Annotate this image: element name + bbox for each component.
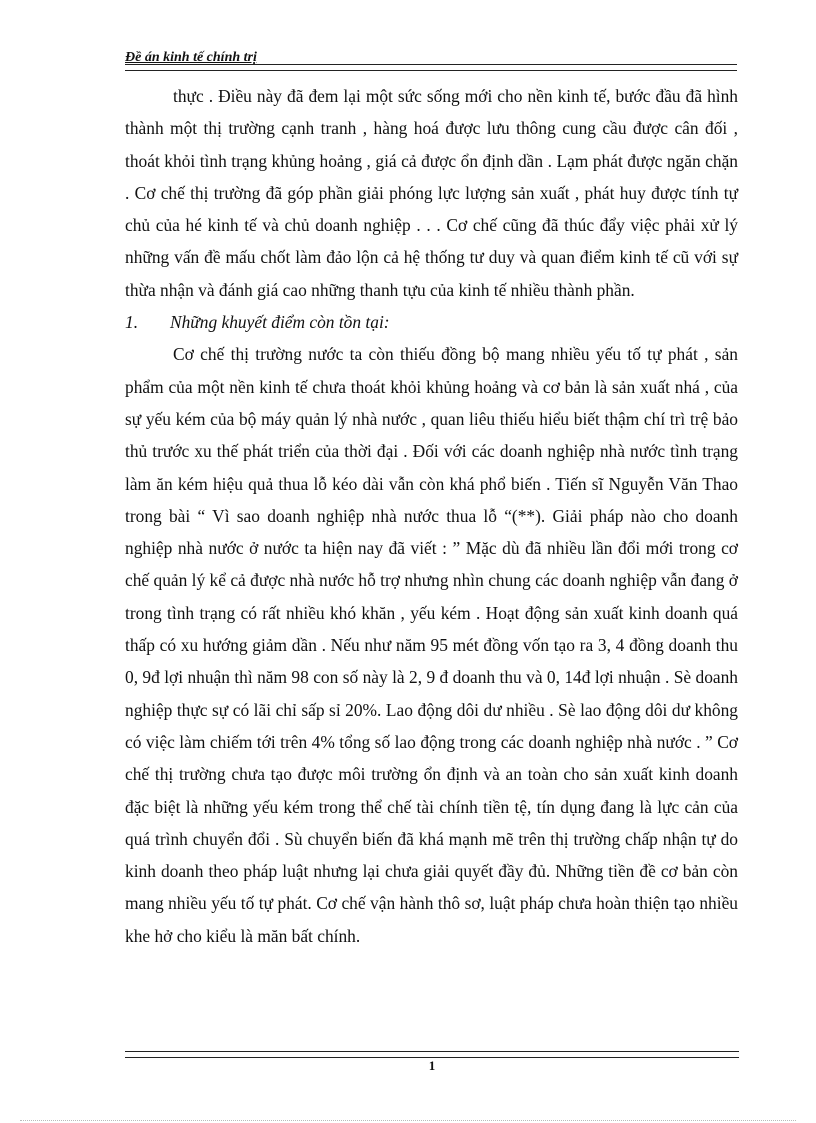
paragraph-1: thực . Điều này đã đem lại một sức sống mới cho nền kinh tế, bước đầu đã hình thành một thị trường cạnh tranh , hàng hoá được lưu thông cung cầu được cân đối , thoát khỏi tình trạng khủng hoảng , giá cả được ổn định dần . Lạm phát được ngăn chặn . Cơ chế thị trường đã góp phần giải phóng lực lượng sản xuất , phát huy được tính tự chủ của hé kinh tế và chủ doanh nghiệp . . . Cơ chế cũng đã thúc đẩy việc phải xử lý những vấn đề mấu chốt làm đảo lộn cả hệ thống tư duy và quan điểm kinh tế cũ với sự thừa nhận và đánh giá cao những thanh tựu của kinh tế nhiều thành phần. [125, 86, 738, 300]
page-bottom-border [20, 1120, 796, 1121]
paragraph-2: Cơ chế thị trường nước ta còn thiếu đồng bộ mang nhiều yếu tố tự phát , sản phẩm của một nền kinh tế chưa thoát khỏi khủng hoảng và cơ bản là sản xuất nhá , của sự yếu kém của bộ máy quản lý nhà nước , quan liêu thiếu hiểu biết thậm chí trì trệ bảo thủ trước xu thế phát triển của thời đại . Đối với các doanh nghiệp nhà nước tình trạng làm ăn kém hiệu quả thua lỗ kéo dài vẫn còn khá phổ biến . Tiến sĩ Nguyễn Văn Thao trong bài “ Vì sao doanh nghiệp nhà nước thua lỗ “(**). Giải pháp nào cho doanh nghiệp nhà nước ở nước ta hiện nay đã viết : ” Mặc dù đã nhiều lần đổi mới trong cơ chế quản lý kể cả được nhà nước hỗ trợ nhưng nhìn chung các doanh nghiệp vẫn đang ở trong tình trạng có rất nhiều khó khăn , yếu kém . Hoạt động sản xuất kinh doanh quá thấp có xu hướng giảm dần . Nếu như năm 95 mét đồng vốn tạo ra 3, 4 đồng doanh thu 0, 9đ lợi nhuận thì năm 98 con số này là 2, 9 đ doanh thu và 0, 14đ lợi nhuận . Sè doanh nghiệp thực sự có lãi chỉ sấp sỉ 20%. Lao động dôi dư nhiều . Sè lao động dôi dư không có việc làm chiếm tới trên 4% tổng số lao động trong các doanh nghiệp nhà nước . ” Cơ chế thị trường chưa tạo được môi trường ổn định và an toàn cho sản xuất kinh doanh đặc biệt là những yếu kém trong thể chế tài chính tiền tệ, tín dụng đang là lực cản của quá trình chuyển đổi . Sù chuyển biến đã khá mạnh mẽ trên thị trường chấp nhận tự do kinh doanh theo pháp luật nhưng lại chưa giải quyết đầy đủ. Những tiền đề cơ bản còn mang nhiều yếu tố tự phát. Cơ chế vận hành thô sơ, luật pháp chưa hoàn thiện tạo nhiều khe hở cho kiểu là măn bất chính. [125, 344, 738, 946]
header-title: Đề án kinh tế chính trị [125, 50, 257, 65]
footer-divider [125, 1051, 739, 1058]
section-heading [125, 306, 738, 338]
section-heading-text: Những khuyết điểm còn tồn tại: [170, 312, 390, 333]
page-header [125, 50, 737, 66]
section-heading-number: 1. [125, 312, 139, 333]
header-divider [125, 64, 737, 71]
document-body [125, 80, 738, 952]
page-number: 1 [428, 1058, 436, 1073]
